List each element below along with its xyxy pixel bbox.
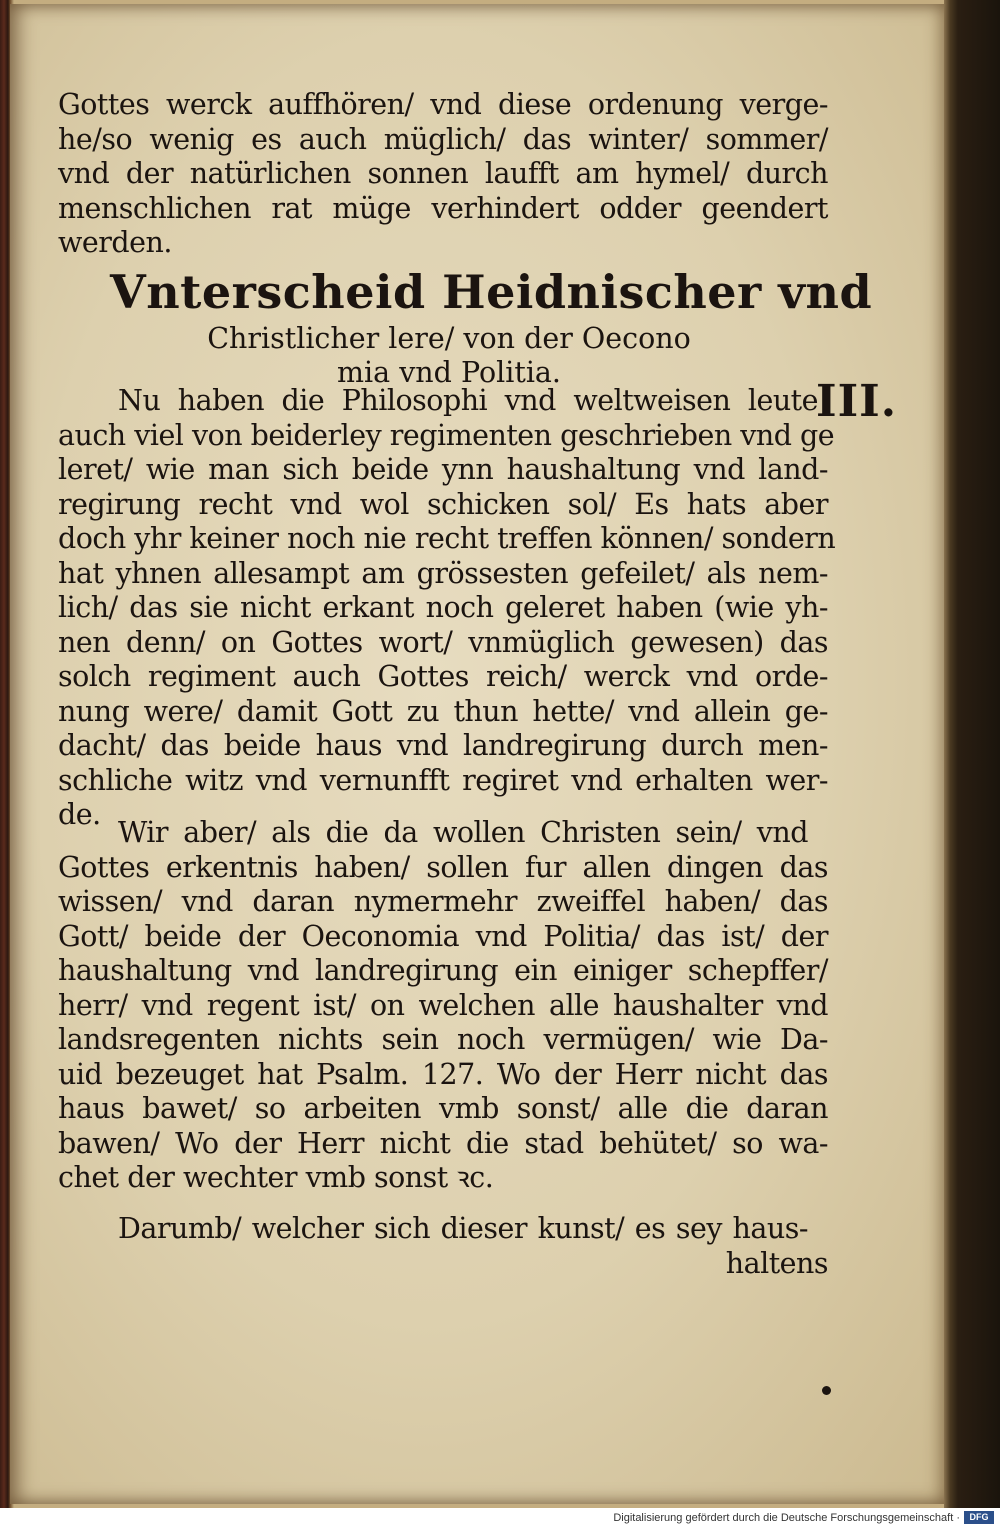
paragraph-3 (58, 816, 828, 1196)
ink-dot (822, 1386, 831, 1395)
text-line: Gottes erkentnis haben/ sollen fur allen dingen das (58, 850, 828, 884)
text-line: Wir aber/ als die da wollen Christen sein/ vnd (118, 816, 808, 849)
text-line: Nu haben die Philosophi vnd weltweisen leute (118, 384, 818, 417)
text-line: de. (58, 798, 101, 831)
text-line: dacht/ das beide haus vnd landregirung durch men- (58, 729, 828, 762)
text-line: Gottes werck auffhören/ vnd diese ordenung verge- (58, 88, 828, 121)
text-line: haus bawet/ so arbeiten vmb sonst/ alle die daran (58, 1092, 828, 1125)
text-line: nen denn/ on Gottes wort/ vnmüglich gewesen) das (58, 625, 828, 659)
text-line: landsregenten nichts sein noch vermügen/ wie Da- (58, 1023, 828, 1056)
text-line: uid bezeuget hat Psalm. 127. Wo der Herr nicht das (58, 1057, 828, 1091)
footer-credit: Digitalisierung gefördert durch die Deutsche Forschungsgemeinschaft · (613, 1512, 960, 1524)
text-line: regirung recht vnd wol schicken sol/ Es hats aber (58, 487, 828, 521)
footer-bar (0, 1508, 1000, 1528)
text-line: auch viel von beiderley regimenten geschrieben vnd ge (58, 418, 835, 452)
text-line: solch regiment auch Gottes reich/ werck vnd orde- (58, 660, 828, 693)
catchword-block (58, 1212, 828, 1281)
text-line: he/so wenig es auch müglich/ das winter/ sommer/ (58, 122, 828, 156)
text-line: menschlichen rat müge verhindert odder geendert (58, 191, 828, 225)
text-line: doch yhr keiner noch nie recht treffen können/ sondern (58, 522, 836, 555)
text-line: werden. (58, 226, 172, 259)
text-line: nung were/ damit Gott zu thun hette/ vnd allein ge- (58, 694, 828, 728)
text-line: leret/ wie man sich beide ynn haushaltung vnd land- (58, 453, 828, 486)
dfg-logo-icon: DFG (964, 1511, 994, 1524)
text-line: wissen/ vnd daran nymermehr zweiffel haben/ das (58, 885, 828, 918)
text-line: bawen/ Wo der Herr nicht die stad behütet/ so wa- (58, 1126, 828, 1160)
text-line: herr/ vnd regent ist/ on welchen alle haushalter vnd (58, 988, 828, 1022)
catchword: haltens (725, 1246, 828, 1280)
text-line: Darumb/ welcher sich dieser kunst/ es sey haus- (118, 1212, 808, 1245)
text-line: hat yhnen allesampt am grössesten gefeilet/ als nem- (58, 556, 828, 590)
heading-line-3: mia vnd Politia. (337, 356, 561, 389)
text-line: haushaltung vnd landregirung ein einiger schepffer/ (58, 954, 828, 987)
text-line: vnd der natürlichen sonnen laufft am hymel/ durch (58, 157, 828, 190)
text-line: chet der wechter vmb sonst ꝛc. (58, 1161, 494, 1194)
heading-line-1: Vnterscheid Heidnischer vnd (110, 265, 873, 319)
scan-background-edge (944, 0, 1000, 1508)
paragraph-1 (58, 88, 828, 261)
chapter-number: III. (816, 376, 898, 427)
paragraph-2 (58, 384, 836, 833)
heading-line-2: Christlicher lere/ von der Oecono (207, 322, 691, 355)
text-line: schliche witz vnd vernunfft regiret vnd erhalten wer- (58, 763, 828, 797)
text-line: lich/ das sie nicht erkant noch geleret haben (wie yh- (58, 591, 828, 624)
section-heading (110, 262, 873, 390)
text-line: Gott/ beide der Oeconomia vnd Politia/ das ist/ der (58, 919, 828, 953)
